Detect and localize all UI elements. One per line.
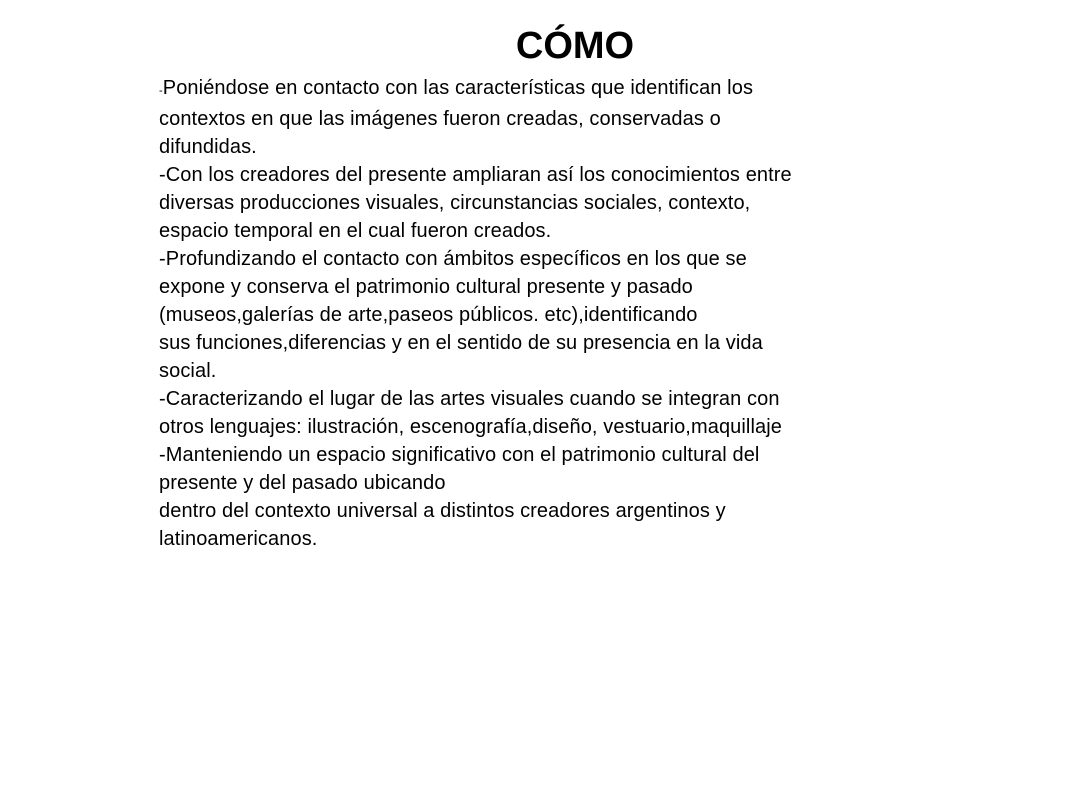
- body-line: -Manteniendo un espacio significativo con el patrimonio cultural del: [159, 444, 760, 466]
- body-line: espacio temporal en el cual fueron creados.: [159, 220, 552, 242]
- body-line: [159, 74, 959, 105]
- small-dash: -: [159, 85, 163, 97]
- body-line: dentro del contexto universal a distintos creadores argentinos y: [159, 500, 726, 522]
- body-line: otros lenguajes: ilustración, escenografía,diseño, vestuario,maquillaje: [159, 416, 783, 438]
- body-line: -Con los creadores del presente ampliaran así los conocimientos entre: [159, 164, 792, 186]
- body-line: presente y del pasado ubicando: [159, 472, 446, 494]
- body-line: expone y conserva el patrimonio cultural presente y pasado: [159, 276, 693, 298]
- slide-title: CÓMO: [515, 25, 635, 67]
- body-line: -Caracterizando el lugar de las artes visuales cuando se integran con: [159, 388, 780, 410]
- body-line: sus funciones,diferencias y en el sentido de su presencia en la vida: [159, 332, 763, 354]
- body-line: latinoamericanos.: [159, 528, 318, 550]
- body-line: social.: [159, 360, 217, 382]
- body-line: -Profundizando el contacto con ámbitos específicos en los que se: [159, 248, 747, 270]
- slide-body: [159, 74, 959, 553]
- body-line: (museos,galerías de arte,paseos públicos. etc),identificando: [159, 304, 698, 326]
- body-line: difundidas.: [159, 136, 257, 158]
- body-line: contextos en que las imágenes fueron creadas, conservadas o: [159, 108, 721, 130]
- body-line: diversas producciones visuales, circunstancias sociales, contexto,: [159, 192, 751, 214]
- body-line-text: Poniéndose en contacto con las características que identifican los: [162, 77, 754, 99]
